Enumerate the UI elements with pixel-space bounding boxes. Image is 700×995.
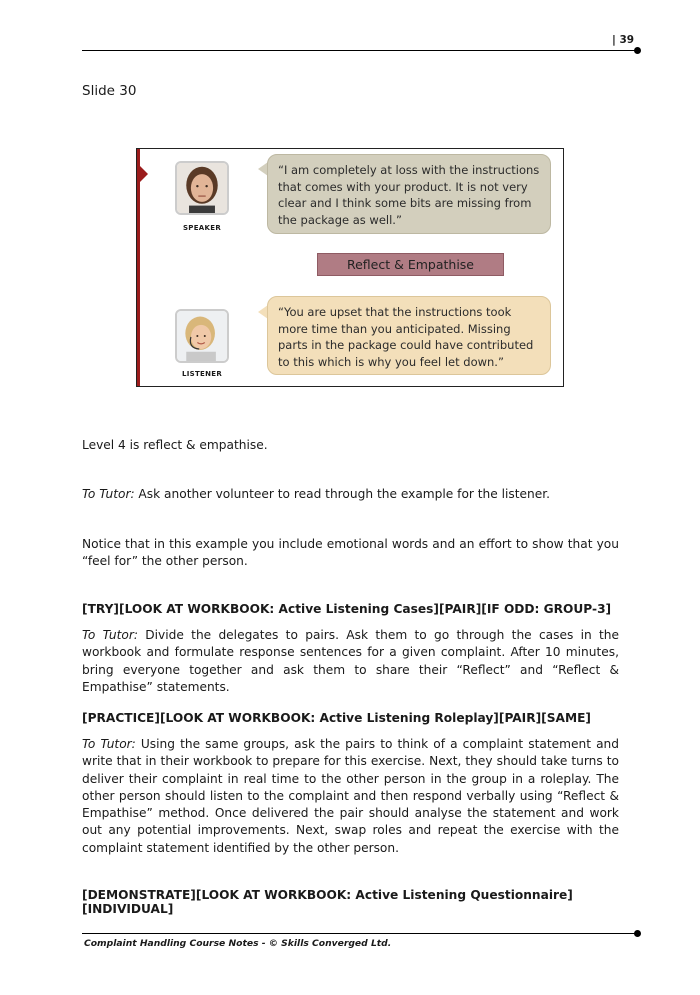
tutor-note-3 (82, 736, 619, 857)
activity-heading-demonstrate: [DEMONSTRATE][LOOK AT WORKBOOK: Active Listening Questionnaire][INDIVIDUAL] (82, 888, 573, 916)
listener-avatar (175, 309, 229, 363)
slide-image (136, 148, 564, 387)
activity-heading-practice: [PRACTICE][LOOK AT WORKBOOK: Active Listening Roleplay][PAIR][SAME] (82, 711, 591, 725)
page-number: | 39 (612, 34, 635, 46)
tutor-note-1 (82, 486, 619, 503)
speaker-photo-icon (177, 163, 227, 213)
tutor-note-text: Divide the delegates to pairs. Ask them to go through the cases in the workbook and formulate response sentences for a given complaint. After 10 minutes, bring everyone together and ask them to share their “Reflect” and “Reflect & Empathise” statements. (82, 628, 620, 694)
slide-label: Slide 30 (82, 83, 137, 99)
listener-speech-bubble: “You are upset that the instructions took more time than you anticipated. Missing parts in the package could have contributed to this which is why you feel let down.” (267, 296, 551, 375)
header-rule (82, 50, 638, 51)
listener-photo-icon (177, 311, 227, 361)
listener-role-label: LISTENER (181, 370, 223, 378)
tutor-label: To Tutor: (82, 487, 135, 501)
header-rule-dot (634, 47, 641, 54)
tutor-note-text: Ask another volunteer to read through the example for the listener. (134, 487, 551, 501)
tutor-label: To Tutor: (82, 628, 138, 642)
footer-text: Complaint Handling Course Notes - © Skills Converged Ltd. (84, 938, 392, 949)
reflect-empathise-banner: Reflect & Empathise (317, 253, 504, 276)
slide-accent-bar (137, 149, 140, 386)
footer-rule-dot (634, 930, 641, 937)
tutor-label: To Tutor: (82, 737, 136, 751)
level-paragraph: Level 4 is reflect & empathise. (82, 438, 268, 452)
footer-rule (82, 933, 638, 934)
notice-paragraph: Notice that in this example you include emotional words and an effort to show that you “feel for” the other person. (82, 537, 619, 569)
speaker-role-label: SPEAKER (182, 224, 222, 232)
speaker-speech-bubble: “I am completely at loss with the instructions that comes with your product. It is not very clear and I think some bits are missing from the package as well.” (267, 154, 551, 234)
speaker-avatar (175, 161, 229, 215)
tutor-note-2 (82, 627, 619, 696)
slide-accent-arrow (140, 166, 148, 182)
activity-heading-try: [TRY][LOOK AT WORKBOOK: Active Listening Cases][PAIR][IF ODD: GROUP-3] (82, 602, 612, 616)
tutor-note-text: Using the same groups, ask the pairs to think of a complaint statement and write that in their workbook to prepare for this exercise. Next, they should take turns to deliver their complaint in real time to the other person in the group in a roleplay. The other person should listen to the complaint and then respond verbally using “Reflect & Empathise” method. Once delivered the pair should analyse the statement and work out any potential improvements. Next, swap roles and repeat the exercise with the complaint statement identified by the other person. (82, 737, 620, 855)
